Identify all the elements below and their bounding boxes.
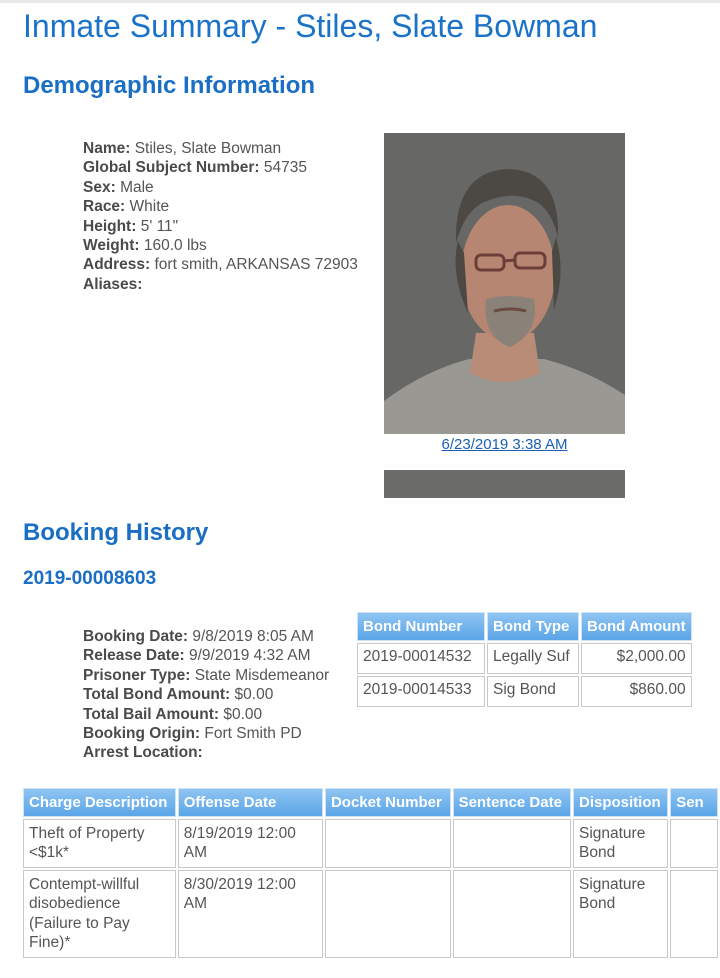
field-global-subject-number: Global Subject Number: 54735 [83, 159, 307, 177]
bond-table-header-row [357, 612, 692, 641]
field-arrest-location: Arrest Location: [83, 744, 203, 762]
offense-date-cell: 8/19/2019 12:00 AM [178, 819, 323, 868]
col-bond-amount: Bond Amount [581, 612, 692, 641]
field-aliases: Aliases: [83, 275, 143, 293]
field-total-bail-amount: Total Bail Amount: $0.00 [83, 705, 263, 723]
photo-date-link[interactable]: 6/23/2019 3:38 AM [441, 436, 568, 453]
col-docket-number: Docket Number [325, 788, 451, 817]
sentence-date-cell [453, 870, 571, 958]
booking-number: 2019-00008603 [23, 568, 157, 589]
charge-description-cell: Contempt-willful disobedience (Failure to Pay Fine)* [23, 870, 176, 958]
page-title: Inmate Summary - Stiles, Slate Bowman [23, 8, 598, 44]
charge-description-cell: Theft of Property <$1k* [23, 819, 176, 868]
bond-amount-cell: $860.00 [581, 676, 692, 707]
bond-table [355, 610, 694, 709]
demographic-heading: Demographic Information [23, 72, 316, 99]
disposition-cell: Signature Bond [573, 819, 668, 868]
bond-type-cell: Legally Suf [487, 643, 579, 674]
col-bond-type: Bond Type [487, 612, 579, 641]
booking-fields [83, 627, 329, 763]
charges-table [21, 786, 720, 960]
charges-table-header-row [23, 788, 718, 817]
col-disposition: Disposition [573, 788, 668, 817]
offense-date-cell: 8/30/2019 12:00 AM [178, 870, 323, 958]
col-sentence: Sen [670, 788, 718, 817]
field-race: Race: White [83, 198, 170, 216]
field-sex: Sex: Male [83, 178, 154, 196]
field-release-date: Release Date: 9/9/2019 4:32 AM [83, 647, 311, 665]
docket-number-cell [325, 870, 451, 958]
field-booking-origin: Booking Origin: Fort Smith PD [83, 725, 302, 743]
sentence-date-cell [453, 819, 571, 868]
field-booking-date: Booking Date: 9/8/2019 8:05 AM [83, 628, 314, 645]
field-name: Name: Stiles, Slate Bowman [83, 140, 282, 157]
field-weight: Weight: 160.0 lbs [83, 237, 207, 255]
table-row [23, 819, 718, 868]
field-height: Height: 5' 11" [83, 217, 179, 235]
top-border [0, 0, 720, 3]
table-row [357, 643, 692, 674]
bond-number-cell: 2019-00014532 [357, 643, 485, 674]
sentence-cell [670, 819, 718, 868]
table-row [357, 676, 692, 707]
sentence-cell [670, 870, 718, 958]
field-total-bond-amount: Total Bond Amount: $0.00 [83, 686, 274, 704]
col-sentence-date: Sentence Date [453, 788, 571, 817]
table-row [23, 870, 718, 958]
mugshot-photo[interactable] [384, 133, 625, 434]
docket-number-cell [325, 819, 451, 868]
field-prisoner-type: Prisoner Type: State Misdemeanor [83, 666, 330, 684]
bond-type-cell: Sig Bond [487, 676, 579, 707]
booking-history-heading: Booking History [23, 519, 209, 546]
bond-number-cell: 2019-00014533 [357, 676, 485, 707]
field-address: Address: fort smith, ARKANSAS 72903 [83, 256, 358, 274]
demographic-fields [83, 139, 358, 294]
bond-amount-cell: $2,000.00 [581, 643, 692, 674]
col-charge-description: Charge Description [23, 788, 176, 817]
secondary-photo[interactable] [384, 470, 625, 498]
disposition-cell: Signature Bond [573, 870, 668, 958]
mugshot-block [384, 133, 625, 453]
col-offense-date: Offense Date [178, 788, 323, 817]
col-bond-number: Bond Number [357, 612, 485, 641]
